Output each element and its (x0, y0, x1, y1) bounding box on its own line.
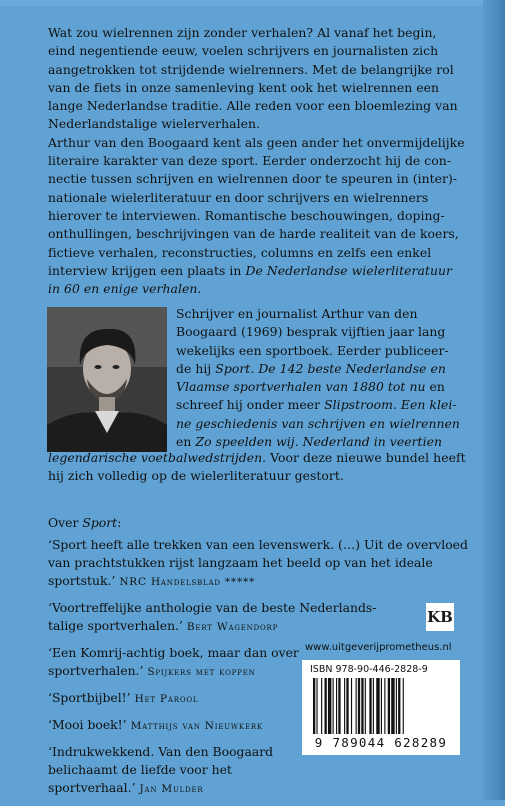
intro-line: nationale wielerliteratuur en door schrijvers en wielrenners (48, 189, 429, 205)
quote-line: ‘Indrukwekkend. Van den Boogaard (48, 744, 274, 759)
bio-line: Schrijver en journalist Arthur van den (176, 306, 418, 321)
author-bio (176, 305, 476, 451)
quote-line: belichaamt de liefde voor het (48, 762, 232, 777)
cover-spine-edge (483, 0, 505, 800)
intro-line: nectie tussen schrijven en wielrennen door te speuren in (inter)- (48, 171, 458, 187)
quote-source: Jan Mulder (139, 783, 204, 795)
quote-source: NRC Handelsblad ***** (119, 576, 256, 588)
bio-conj: en (176, 434, 192, 450)
intro-line: Nederlandstalige wielerverhalen. (48, 116, 261, 132)
quote-line-with-source (48, 617, 448, 636)
quote-line: ‘Sportbijbel!’ (48, 690, 131, 705)
book-title-slipstroom: Slipstroom. (324, 397, 397, 413)
intro-line: aangetrokken tot strijdende wielrenners. Met de belangrijke rol (48, 61, 454, 77)
bio-line: hij zich volledig op de wielerliteratuur gestort. (48, 468, 344, 484)
intro-line: fictieve verhalen, reconstructies, columns en zelfs een enkel (48, 244, 432, 260)
intro-line-with-title (48, 262, 466, 280)
bio-line: de hij (176, 360, 212, 376)
over-label: Over (48, 515, 79, 530)
bio-line-books (176, 360, 476, 378)
intro-line: Arthur van den Boogaard kent als geen ander het onvermijdelijke (48, 134, 465, 150)
intro-line: Wat zou wielrennen zijn zonder verhalen? Al vanaf het begin, (48, 25, 437, 40)
over-heading: Over Sport: (48, 515, 122, 530)
quote-line: sportverhalen.’ (48, 663, 144, 678)
intro-line: onthullingen, beschrijvingen van de harde realiteit van de koers, (48, 226, 459, 242)
isbn-number: ISBN 978-90-446-2828-9 (310, 664, 428, 675)
quote-source: Spijkers met koppen (147, 666, 256, 678)
intro-line: lange Nederlandse traditie. Alle reden voor een bloemlezing van (48, 98, 458, 114)
bio-conj: en (429, 379, 445, 395)
bio-text: Voor deze nieuwe bundel heeft (270, 450, 466, 465)
bio-text: schreef hij onder meer (176, 397, 321, 413)
isbn-barcode-panel (302, 660, 460, 755)
quote-line-with-source (48, 779, 448, 798)
publisher-url: www.uitgeverijprometheus.nl (305, 642, 452, 653)
intro-line: van de fiets in onze samenleving kent ook het wielrennen een (48, 79, 440, 95)
quote-line: ‘Voortreffelijke anthologie van de beste Nederlands- (48, 600, 377, 615)
book-title-sport: Sport. (215, 360, 255, 376)
quote-line: ‘Mooi boek!’ (48, 717, 127, 732)
bio-line: wekelijks een sportboek. Eerder publiceer- (176, 342, 449, 358)
barcode-icon (312, 678, 450, 734)
quote-line-with-source (48, 572, 448, 591)
quote-line: talige sportverhalen.’ (48, 618, 183, 633)
book-title-zo-speelden-wij-cont: legendarische voetbalwedstrijden. (48, 450, 267, 465)
book-title-142-cont: Vlaamse sportverhalen van 1880 tot nu (176, 379, 426, 395)
quote-line: ‘Een Komrij-achtig boek, maar dan over (48, 645, 299, 660)
bio-line-books (48, 449, 478, 467)
intro-line: literaire karakter van deze sport. Eerder onderzocht hij de con- (48, 153, 452, 169)
anthology-title: De Nederlandse wielerliteratuur (245, 262, 453, 278)
quote-line: van prachtstukken rijst langzaam het beeld op van het ideale (48, 555, 433, 570)
cover-top-edge (0, 0, 505, 6)
quote-block (48, 536, 468, 591)
bio-line-books (176, 415, 476, 433)
quote-source: Matthijs van Nieuwkerk (130, 720, 263, 732)
quote-source: Het Parool (134, 693, 199, 705)
bio-line: Boogaard (1969) besprak vijftien jaar lang (176, 324, 446, 340)
intro-text (48, 24, 466, 298)
book-title-zo-speelden-wij: Zo speelden wij. Nederland in veertien (195, 434, 443, 450)
book-title-142: De 142 beste Nederlandse en (258, 360, 446, 376)
author-portrait-illustration (47, 307, 167, 452)
bio-line-books (176, 378, 476, 396)
author-photo (47, 307, 167, 452)
book-subtitle-slipstroom: Een klei- (400, 397, 457, 413)
book-subtitle-slipstroom-cont: ne geschiedenis van schrijven en wielrennen (176, 415, 460, 431)
over-book-title: Sport (82, 515, 118, 530)
quote-line: sportverhaal.’ (48, 780, 136, 795)
intro-line: hierover te interviewen. Romantische beschouwingen, doping- (48, 207, 445, 223)
anthology-title-cont: in 60 en enige verhalen (48, 281, 198, 297)
intro-line: eind negentiende eeuw, voelen schrijvers en journalisten zich (48, 43, 439, 59)
quote-line: ‘Sport heeft alle trekken van een levenswerk. (…) Uit de overvloed (48, 537, 468, 552)
quote-block (48, 599, 448, 636)
publisher-logo: KB (426, 603, 454, 631)
bio-line-books (176, 396, 476, 414)
barcode-digits: 9 789044 628289 (314, 735, 448, 750)
author-bio-tail (48, 449, 478, 486)
quote-source: Bert Wagendorp (186, 621, 279, 633)
intro-line: interview krijgen een plaats in (48, 262, 242, 278)
intro-title-line: in 60 en enige verhalen. (48, 281, 202, 297)
quote-line: sportstuk.’ (48, 573, 116, 588)
